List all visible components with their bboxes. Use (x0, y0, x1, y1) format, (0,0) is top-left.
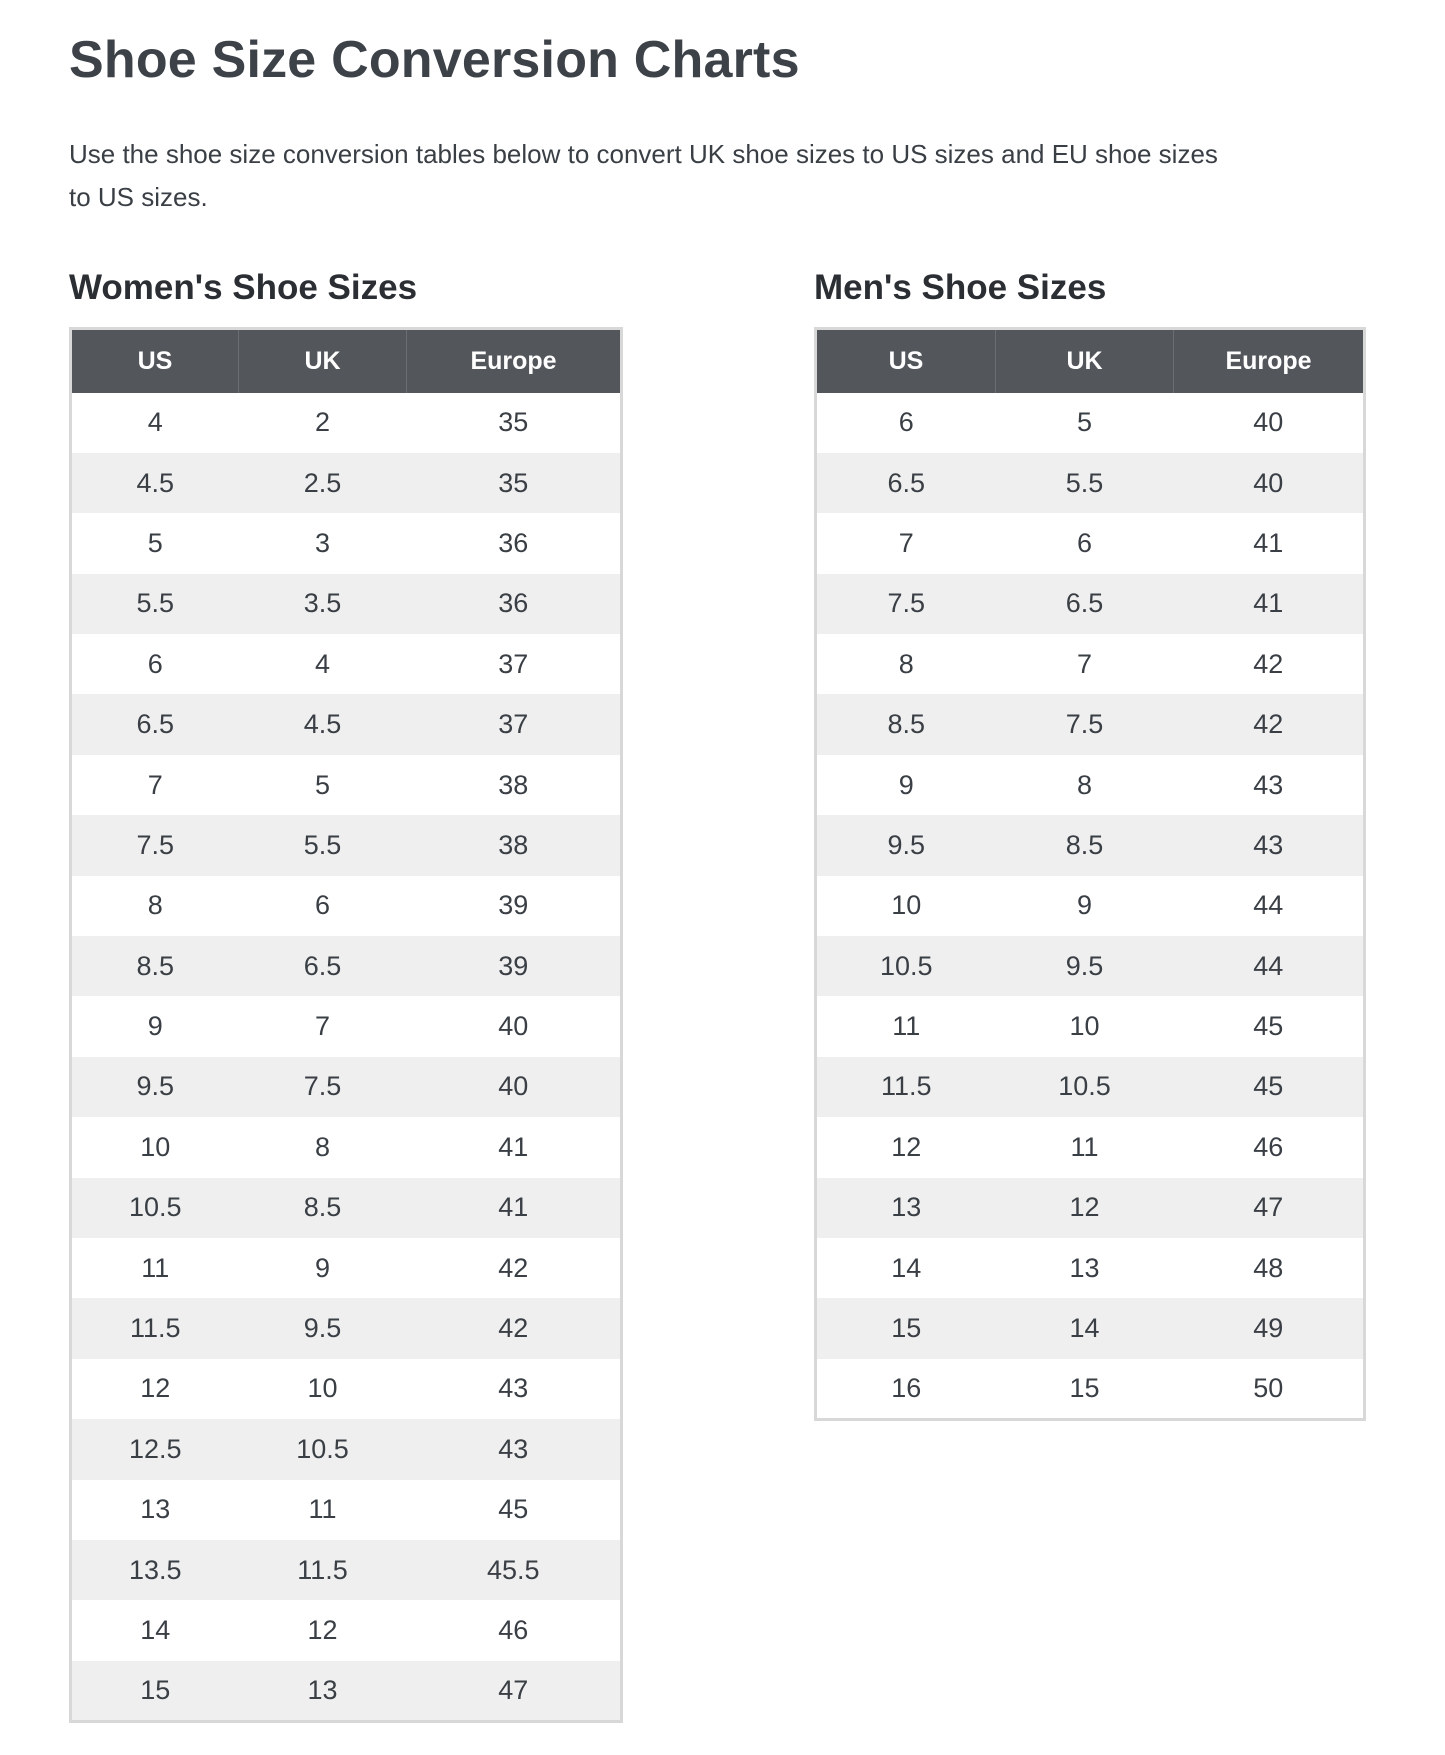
cell-uk: 7 (996, 634, 1174, 694)
cell-us: 5.5 (71, 574, 239, 634)
cell-europe: 43 (407, 1359, 622, 1419)
cell-europe: 41 (1174, 574, 1365, 634)
table-row (71, 996, 622, 1056)
cell-uk: 5 (996, 393, 1174, 453)
table-row (71, 1178, 622, 1238)
page-title: Shoe Size Conversion Charts (69, 31, 800, 89)
cell-us: 10.5 (71, 1178, 239, 1238)
cell-us: 8 (816, 634, 996, 694)
cell-uk: 3 (239, 513, 407, 573)
header-uk: UK (996, 329, 1174, 393)
table-row (71, 1419, 622, 1479)
cell-uk: 4 (239, 634, 407, 694)
table-header-row (71, 329, 622, 393)
cell-europe: 39 (407, 936, 622, 996)
cell-us: 5 (71, 513, 239, 573)
womens-size-table (69, 327, 623, 1723)
table-row (71, 513, 622, 573)
cell-europe: 45 (407, 1480, 622, 1540)
cell-europe: 42 (407, 1238, 622, 1298)
cell-us: 6.5 (71, 694, 239, 754)
table-row (71, 1480, 622, 1540)
cell-us: 10 (816, 876, 996, 936)
cell-europe: 38 (407, 755, 622, 815)
cell-europe: 40 (407, 996, 622, 1056)
cell-us: 11.5 (71, 1298, 239, 1358)
cell-uk: 13 (239, 1661, 407, 1721)
cell-uk: 9.5 (239, 1298, 407, 1358)
cell-europe: 41 (407, 1178, 622, 1238)
cell-europe: 46 (1174, 1117, 1365, 1177)
cell-us: 7.5 (71, 815, 239, 875)
cell-us: 11.5 (816, 1057, 996, 1117)
table-row (71, 574, 622, 634)
cell-us: 7 (816, 513, 996, 573)
table-row (816, 936, 1365, 996)
table-row (71, 1238, 622, 1298)
table-row (816, 1178, 1365, 1238)
table-row (71, 1661, 622, 1721)
womens-section-title: Women's Shoe Sizes (69, 268, 418, 307)
cell-uk: 10.5 (996, 1057, 1174, 1117)
cell-us: 11 (816, 996, 996, 1056)
cell-us: 9 (71, 996, 239, 1056)
cell-europe: 43 (1174, 815, 1365, 875)
cell-uk: 7 (239, 996, 407, 1056)
cell-us: 4 (71, 393, 239, 453)
cell-uk: 10 (996, 996, 1174, 1056)
table-row (816, 1117, 1365, 1177)
cell-europe: 36 (407, 513, 622, 573)
table-row (71, 936, 622, 996)
mens-section-title: Men's Shoe Sizes (814, 268, 1107, 307)
intro-text: Use the shoe size conversion tables below to convert UK shoe sizes to US sizes and EU shoe sizes to US sizes. (69, 139, 1218, 212)
cell-us: 13.5 (71, 1540, 239, 1600)
cell-uk: 3.5 (239, 574, 407, 634)
cell-us: 15 (816, 1298, 996, 1358)
table-row (71, 694, 622, 754)
cell-europe: 49 (1174, 1298, 1365, 1358)
cell-europe: 47 (1174, 1178, 1365, 1238)
table-row (816, 1359, 1365, 1419)
table-row (816, 513, 1365, 573)
cell-uk: 7.5 (239, 1057, 407, 1117)
table-row (71, 1057, 622, 1117)
table-row (71, 815, 622, 875)
cell-us: 11 (71, 1238, 239, 1298)
table-row (816, 815, 1365, 875)
mens-size-table (814, 327, 1366, 1421)
table-row (71, 755, 622, 815)
table-row (816, 1057, 1365, 1117)
cell-europe: 39 (407, 876, 622, 936)
header-uk: UK (239, 329, 407, 393)
cell-us: 10.5 (816, 936, 996, 996)
cell-us: 12 (71, 1359, 239, 1419)
cell-uk: 8 (239, 1117, 407, 1177)
table-row (71, 634, 622, 694)
cell-us: 6 (816, 393, 996, 453)
cell-us: 10 (71, 1117, 239, 1177)
cell-europe: 44 (1174, 936, 1365, 996)
cell-europe: 45 (1174, 1057, 1365, 1117)
cell-us: 15 (71, 1661, 239, 1721)
table-row (816, 694, 1365, 754)
cell-uk: 6.5 (239, 936, 407, 996)
header-europe: Europe (1174, 329, 1365, 393)
cell-europe: 41 (1174, 513, 1365, 573)
table-row (816, 393, 1365, 453)
cell-uk: 6 (239, 876, 407, 936)
cell-uk: 6.5 (996, 574, 1174, 634)
table-row (816, 755, 1365, 815)
cell-uk: 5 (239, 755, 407, 815)
cell-uk: 5.5 (239, 815, 407, 875)
cell-uk: 11 (239, 1480, 407, 1540)
cell-europe: 38 (407, 815, 622, 875)
cell-us: 8.5 (816, 694, 996, 754)
cell-us: 7 (71, 755, 239, 815)
cell-us: 14 (816, 1238, 996, 1298)
table-row (71, 393, 622, 453)
cell-europe: 44 (1174, 876, 1365, 936)
cell-us: 12 (816, 1117, 996, 1177)
cell-us: 9.5 (816, 815, 996, 875)
table-row (71, 1117, 622, 1177)
cell-uk: 8.5 (239, 1178, 407, 1238)
cell-europe: 42 (1174, 634, 1365, 694)
cell-uk: 2.5 (239, 453, 407, 513)
header-us: US (816, 329, 996, 393)
cell-europe: 50 (1174, 1359, 1365, 1419)
cell-uk: 10 (239, 1359, 407, 1419)
cell-europe: 35 (407, 453, 622, 513)
cell-uk: 8.5 (996, 815, 1174, 875)
cell-us: 12.5 (71, 1419, 239, 1479)
cell-us: 9 (816, 755, 996, 815)
cell-uk: 4.5 (239, 694, 407, 754)
cell-uk: 15 (996, 1359, 1174, 1419)
cell-us: 13 (816, 1178, 996, 1238)
cell-europe: 37 (407, 634, 622, 694)
table-row (71, 1298, 622, 1358)
cell-europe: 40 (1174, 393, 1365, 453)
cell-uk: 6 (996, 513, 1174, 573)
cell-uk: 9 (239, 1238, 407, 1298)
cell-uk: 2 (239, 393, 407, 453)
cell-us: 7.5 (816, 574, 996, 634)
cell-europe: 43 (1174, 755, 1365, 815)
table-row (816, 634, 1365, 694)
cell-uk: 14 (996, 1298, 1174, 1358)
cell-us: 8 (71, 876, 239, 936)
cell-uk: 12 (239, 1600, 407, 1660)
header-us: US (71, 329, 239, 393)
cell-uk: 7.5 (996, 694, 1174, 754)
cell-uk: 13 (996, 1238, 1174, 1298)
cell-us: 13 (71, 1480, 239, 1540)
cell-uk: 5.5 (996, 453, 1174, 513)
table-row (816, 876, 1365, 936)
header-europe: Europe (407, 329, 622, 393)
table-row (71, 1600, 622, 1660)
cell-us: 6 (71, 634, 239, 694)
cell-us: 6.5 (816, 453, 996, 513)
table-header-row (816, 329, 1365, 393)
table-row (71, 1540, 622, 1600)
cell-europe: 41 (407, 1117, 622, 1177)
cell-uk: 12 (996, 1178, 1174, 1238)
cell-europe: 45.5 (407, 1540, 622, 1600)
cell-us: 9.5 (71, 1057, 239, 1117)
table-row (816, 1298, 1365, 1358)
cell-uk: 9 (996, 876, 1174, 936)
cell-europe: 46 (407, 1600, 622, 1660)
table-row (816, 996, 1365, 1056)
cell-uk: 9.5 (996, 936, 1174, 996)
cell-europe: 36 (407, 574, 622, 634)
womens-table-body (71, 393, 622, 1722)
cell-uk: 8 (996, 755, 1174, 815)
cell-europe: 48 (1174, 1238, 1365, 1298)
cell-europe: 37 (407, 694, 622, 754)
cell-europe: 40 (407, 1057, 622, 1117)
cell-europe: 40 (1174, 453, 1365, 513)
cell-europe: 47 (407, 1661, 622, 1721)
cell-us: 16 (816, 1359, 996, 1419)
table-row (816, 574, 1365, 634)
cell-us: 14 (71, 1600, 239, 1660)
cell-europe: 42 (1174, 694, 1365, 754)
table-row (71, 453, 622, 513)
cell-europe: 45 (1174, 996, 1365, 1056)
cell-europe: 42 (407, 1298, 622, 1358)
cell-europe: 35 (407, 393, 622, 453)
table-row (816, 453, 1365, 513)
cell-uk: 10.5 (239, 1419, 407, 1479)
table-row (71, 1359, 622, 1419)
cell-uk: 11 (996, 1117, 1174, 1177)
cell-us: 4.5 (71, 453, 239, 513)
mens-table-body (816, 393, 1365, 1420)
cell-us: 8.5 (71, 936, 239, 996)
cell-uk: 11.5 (239, 1540, 407, 1600)
table-row (816, 1238, 1365, 1298)
table-row (71, 876, 622, 936)
cell-europe: 43 (407, 1419, 622, 1479)
